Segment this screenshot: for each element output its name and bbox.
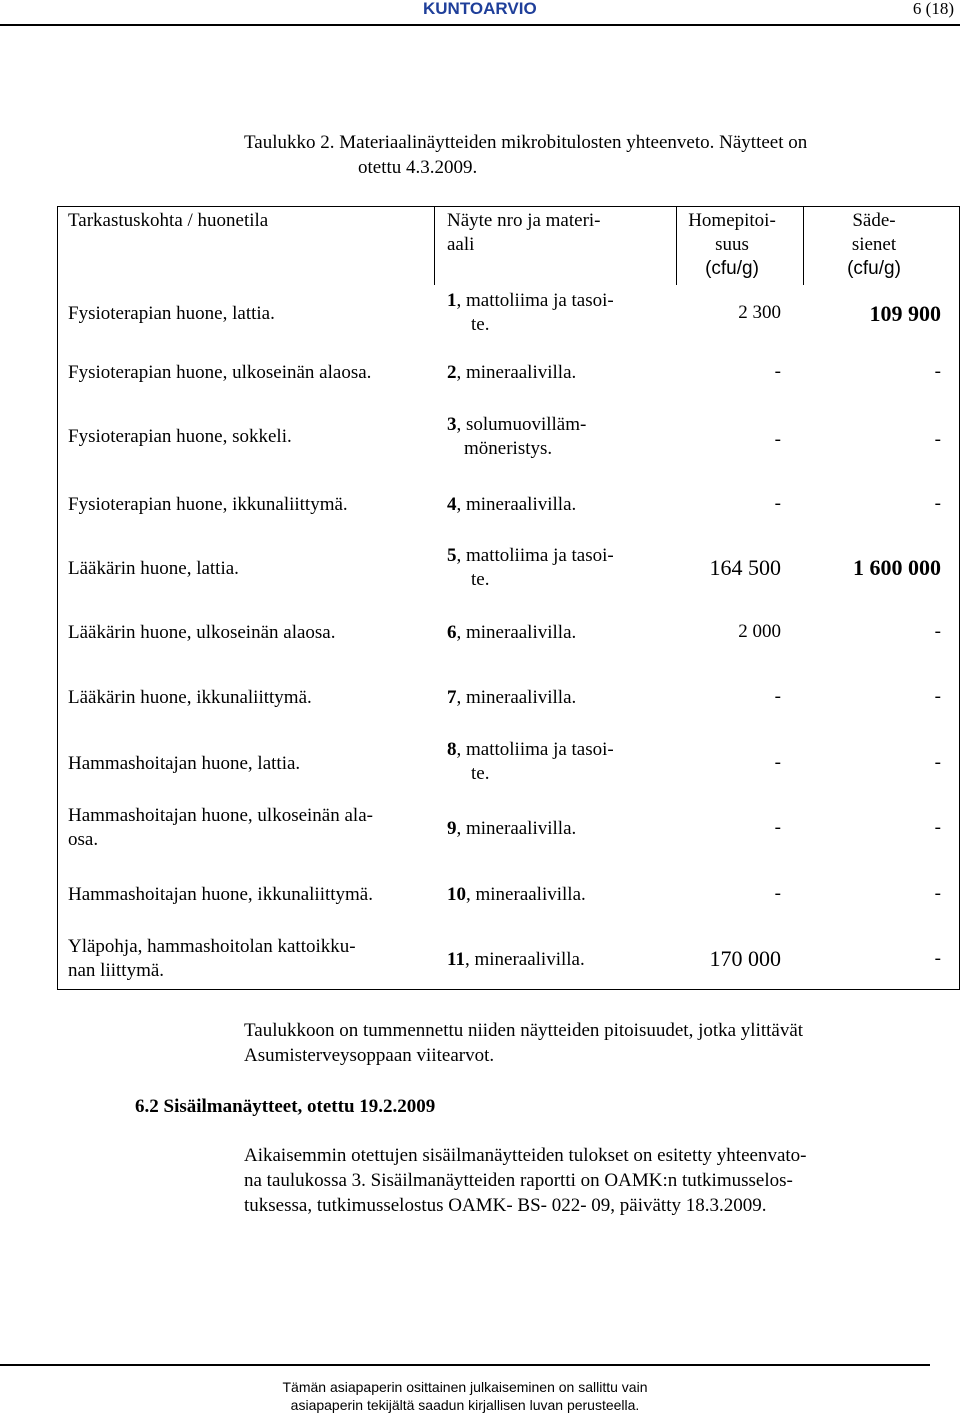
sample-material: , solumuovilläm- (456, 414, 587, 435)
row-2-actino: - (934, 361, 941, 382)
row-3-location: Fysioterapian huone, sokkeli. (68, 426, 292, 447)
row-11-location (68, 935, 428, 983)
sample-material: , mineraalivilla. (456, 687, 577, 708)
sample-number: 8 (447, 739, 457, 760)
sample-material: , mineraalivilla. (464, 949, 585, 970)
row-1-location: Fysioterapian huone, lattia. (68, 303, 275, 324)
row-1-actino: 109 900 (869, 301, 941, 326)
row-9-actino: - (934, 817, 941, 838)
row-8-mold: - (774, 752, 781, 773)
document-title: KUNTOARVIO (423, 0, 537, 18)
sample-material: , mineraalivilla. (456, 622, 577, 643)
row-9-mold: - (774, 817, 781, 838)
row-8-location: Hammashoitajan huone, lattia. (68, 753, 301, 774)
paragraph-line-1: Aikaisemmin otettujen sisäilmanäytteiden tulokset on esitetty yhteenvato- (244, 1145, 807, 1166)
row-3-sample (447, 413, 672, 461)
row-9-location (68, 804, 428, 852)
header-location: Tarkastuskohta / huonetila (68, 210, 269, 231)
footer-line-2: asiapaperin tekijältä saadun kirjallisen luvan perusteella. (290, 1397, 640, 1413)
sample-material: , mineraalivilla. (456, 362, 577, 383)
section-paragraph (244, 1143, 924, 1218)
row-10-actino: - (934, 883, 941, 904)
paragraph-line-3: tuksessa, tutkimusselostus OAMK- BS- 022- 09, päivätty 18.3.2009. (244, 1195, 767, 1216)
header-actino-line-2: sienet (851, 234, 897, 255)
paragraph-line-2: na taulukossa 3. Sisäilmanäytteiden raportti on OAMK:n tutkimusselos- (244, 1170, 793, 1191)
row-9-location-line-2: osa. (68, 829, 99, 850)
row-2-location: Fysioterapian huone, ulkoseinän alaosa. (68, 362, 372, 383)
results-table (57, 206, 960, 990)
sample-number: 2 (447, 362, 457, 383)
row-1-mold: 2 300 (738, 302, 781, 323)
row-8-actino: - (934, 752, 941, 773)
row-6-actino: - (934, 621, 941, 642)
sample-material-cont: möneristys. (464, 438, 553, 459)
row-4-location: Fysioterapian huone, ikkunaliittymä. (68, 494, 348, 515)
sample-material-cont: te. (471, 763, 490, 784)
section-heading: 6.2 Sisäilmanäytteet, otettu 19.2.2009 (135, 1096, 436, 1117)
row-11-location-line-2: nan liittymä. (68, 960, 165, 981)
sample-number: 10 (447, 884, 466, 905)
row-4-mold: - (774, 493, 781, 514)
row-6-mold: 2 000 (738, 621, 781, 642)
header-sample-line-2: aali (447, 234, 475, 255)
row-7-mold: - (774, 686, 781, 707)
sample-number: 11 (447, 949, 465, 970)
footer-line-1: Tämän asiapaperin osittainen julkaiseminen on sallittu vain (282, 1379, 648, 1395)
row-11-actino: - (934, 948, 941, 969)
note-line-1: Taulukkoon on tummennettu niiden näytteiden pitoisuudet, jotka ylittävät (244, 1020, 804, 1041)
header-sample-line-1: Näyte nro ja materi- (447, 210, 601, 231)
footer-divider (0, 1364, 930, 1366)
sample-material-cont: te. (471, 569, 490, 590)
sample-number: 6 (447, 622, 457, 643)
row-2-mold: - (774, 361, 781, 382)
row-7-location: Lääkärin huone, ikkunaliittymä. (68, 687, 312, 708)
row-3-mold: - (774, 429, 781, 450)
row-5-mold: 164 500 (709, 555, 781, 580)
row-11-mold: 170 000 (709, 946, 781, 971)
row-9-sample (447, 817, 672, 841)
row-10-location: Hammashoitajan huone, ikkunaliittymä. (68, 884, 373, 905)
caption-line-2: otettu 4.3.2009. (358, 157, 478, 178)
sample-number: 5 (447, 545, 457, 566)
sample-number: 3 (447, 414, 457, 435)
row-11-location-line-1: Yläpohja, hammashoitolan kattoikku- (68, 936, 356, 957)
column-divider (434, 207, 435, 285)
header-actino-line-1: Säde- (852, 210, 896, 231)
row-4-sample (447, 493, 672, 517)
row-2-sample (447, 361, 672, 385)
header-actino-unit: (cfu/g) (847, 258, 901, 279)
header-sample (447, 209, 672, 257)
note-line-2: Asumisterveysoppaan viitearvot. (244, 1045, 495, 1066)
sample-material: , mattoliima ja tasoi- (456, 739, 614, 760)
row-4-actino: - (934, 493, 941, 514)
row-1-sample (447, 289, 672, 337)
row-10-sample (447, 883, 672, 907)
row-5-sample (447, 544, 672, 592)
footer-notice (0, 1378, 930, 1414)
header-divider (0, 24, 960, 26)
header-mold-line-2: suus (715, 234, 749, 255)
row-6-location: Lääkärin huone, ulkoseinän alaosa. (68, 622, 336, 643)
row-7-actino: - (934, 686, 941, 707)
sample-material: , mattoliima ja tasoi- (456, 290, 614, 311)
header-mold (676, 209, 788, 281)
sample-number: 7 (447, 687, 457, 708)
row-8-sample (447, 738, 672, 786)
sample-material: , mineraalivilla. (456, 494, 577, 515)
page-number: 6 (18) (912, 0, 954, 18)
row-9-location-line-1: Hammashoitajan huone, ulkoseinän ala- (68, 805, 373, 826)
table-note (244, 1018, 924, 1068)
sample-number: 4 (447, 494, 457, 515)
table-caption (244, 130, 924, 180)
sample-material: , mineraalivilla. (456, 818, 577, 839)
row-6-sample (447, 621, 672, 645)
sample-material: , mattoliima ja tasoi- (456, 545, 614, 566)
caption-line-1: Taulukko 2. Materiaalinäytteiden mikrobitulosten yhteenveto. Näytteet on (244, 132, 808, 153)
sample-number: 9 (447, 818, 457, 839)
header-actinomycetes (803, 209, 945, 281)
row-5-actino: 1 600 000 (853, 555, 941, 580)
row-3-actino: - (934, 429, 941, 450)
row-10-mold: - (774, 883, 781, 904)
row-5-location: Lääkärin huone, lattia. (68, 558, 239, 579)
header-mold-line-1: Homepitoi- (688, 210, 776, 231)
sample-material-cont: te. (471, 314, 490, 335)
row-11-sample (447, 948, 672, 972)
header-mold-unit: (cfu/g) (705, 258, 759, 279)
row-7-sample (447, 686, 672, 710)
sample-number: 1 (447, 290, 457, 311)
sample-material: , mineraalivilla. (466, 884, 586, 905)
